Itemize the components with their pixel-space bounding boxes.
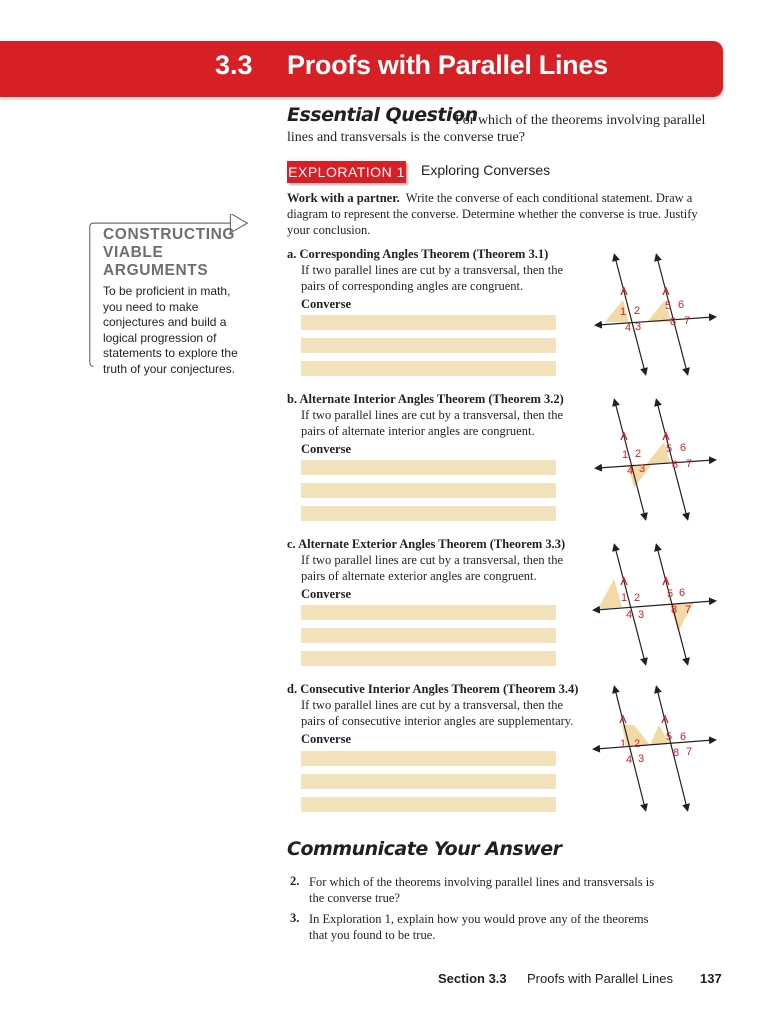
answer-line[interactable] (301, 751, 556, 766)
angle-label-6: 6 (678, 299, 685, 311)
answer-line[interactable] (301, 651, 556, 666)
item-line1: If two parallel lines are cut by a transversal, then the (301, 698, 564, 712)
angle-label-2: 2 (634, 738, 641, 750)
essential-question-heading: Essential Question (287, 104, 478, 126)
answer-line[interactable] (301, 797, 556, 812)
angle-label-1: 1 (620, 306, 627, 318)
angle-label-6: 6 (679, 587, 686, 599)
angle-label-8: 8 (673, 747, 680, 759)
answer-line[interactable] (301, 338, 556, 353)
exploration-title: Exploring Converses (421, 162, 551, 178)
angle-label-8: 8 (672, 459, 679, 471)
item-title: Corresponding Angles Theorem (Theorem 3.1) (299, 247, 549, 261)
item-title: Alternate Exterior Angles Theorem (Theorem 3.3) (298, 537, 566, 551)
page-title: Proofs with Parallel Lines (287, 50, 608, 80)
angle-label-5: 5 (666, 443, 673, 455)
question-line2: the converse true? (309, 891, 400, 905)
diagram-consecutive-interior-angles (590, 681, 720, 816)
question-3 (290, 911, 690, 943)
item-letter: d. (287, 682, 298, 696)
item-line1: If two parallel lines are cut by a transversal, then the (301, 263, 564, 277)
sidebar-text: To be proficient in math, you need to make conjectures and build a logical progression of statements to explore the truth of your conjectures. (103, 284, 238, 376)
angle-label-2: 2 (634, 305, 641, 317)
diagram-alternate-interior-angles (590, 390, 720, 525)
angle-label-2: 2 (635, 448, 642, 460)
question-line1: For which of the theorems involving parallel lines and transversals is (309, 875, 655, 889)
angle-label-1: 1 (620, 738, 627, 750)
item-line2: pairs of corresponding angles are congruent. (301, 279, 524, 293)
answer-line[interactable] (301, 460, 556, 475)
item-letter: c. (287, 537, 296, 551)
angle-label-8: 8 (670, 316, 677, 328)
angle-label-4: 4 (627, 465, 634, 477)
angle-label-1: 1 (622, 449, 629, 461)
converse-label: Converse (301, 297, 351, 311)
converse-label: Converse (301, 587, 351, 601)
question-2 (290, 874, 690, 906)
item-line1: If two parallel lines are cut by a transversal, then the (301, 553, 564, 567)
angle-label-1: 1 (621, 592, 628, 604)
question-number: 3. (290, 911, 300, 925)
item-c (287, 536, 587, 602)
angle-label-7: 7 (686, 746, 693, 758)
converse-label: Converse (301, 732, 351, 746)
angle-label-7: 7 (685, 604, 692, 616)
answer-line[interactable] (301, 605, 556, 620)
item-line2: pairs of consecutive interior angles are supplementary. (301, 714, 574, 728)
item-title: Consecutive Interior Angles Theorem (Theorem 3.4) (300, 682, 579, 696)
angle-label-3: 3 (638, 609, 645, 621)
question-line1: In Exploration 1, explain how you would prove any of the theorems (309, 912, 649, 926)
angle-label-5: 5 (665, 300, 672, 312)
converse-label: Converse (301, 442, 351, 456)
angle-label-8: 8 (671, 604, 678, 616)
item-letter: b. (287, 392, 298, 406)
footer-title: Proofs with Parallel Lines (527, 971, 673, 986)
angle-label-4: 4 (626, 754, 633, 766)
answer-line[interactable] (301, 361, 556, 376)
item-a (287, 246, 587, 312)
question-number: 2. (290, 874, 300, 888)
angle-label-2: 2 (634, 592, 641, 604)
section-number: 3.3 (215, 50, 253, 80)
communicate-heading: Communicate Your Answer (287, 838, 562, 860)
footer-section: Section 3.3 (438, 971, 507, 986)
angle-label-4: 4 (626, 609, 633, 621)
shaded-angle (598, 579, 622, 609)
angle-label-6: 6 (680, 731, 687, 743)
item-b (287, 391, 587, 457)
angle-label-4: 4 (625, 322, 632, 334)
angle-label-6: 6 (680, 442, 687, 454)
diagram-alternate-exterior-angles (590, 535, 720, 670)
diagram-corresponding-angles (590, 245, 720, 380)
item-line2: pairs of alternate exterior angles are congruent. (301, 569, 537, 583)
page-number: 137 (700, 971, 722, 986)
item-title: Alternate Interior Angles Theorem (Theorem 3.2) (299, 392, 564, 406)
answer-line[interactable] (301, 628, 556, 643)
angle-label-7: 7 (686, 458, 693, 470)
essential-question-text: For which of the theorems involving parallel lines and transversals is the converse true? (287, 113, 706, 145)
exploration-badge: EXPLORATION 1 (287, 161, 406, 183)
angle-label-3: 3 (635, 321, 642, 333)
angle-label-5: 5 (666, 731, 673, 743)
angle-label-3: 3 (638, 753, 645, 765)
item-line2: pairs of alternate interior angles are congruent. (301, 424, 535, 438)
question-line2: that you found to be true. (309, 928, 436, 942)
angle-label-3: 3 (639, 463, 646, 475)
answer-line[interactable] (301, 315, 556, 330)
sidebar-heading: CONSTRUCTING VIABLE ARGUMENTS (103, 226, 236, 279)
item-d (287, 681, 597, 747)
answer-line[interactable] (301, 483, 556, 498)
instructions-body: Write the converse of each conditional statement. Draw a diagram to represent the converse. Determine whether the converse is true. Justify your conclusion. (287, 191, 698, 237)
angle-label-5: 5 (667, 588, 674, 600)
item-letter: a. (287, 247, 297, 261)
instructions-lead: Work with a partner. (287, 191, 400, 205)
answer-line[interactable] (301, 506, 556, 521)
exploration-instructions (287, 190, 707, 238)
answer-line[interactable] (301, 774, 556, 789)
angle-label-7: 7 (684, 315, 691, 327)
item-line1: If two parallel lines are cut by a transversal, then the (301, 408, 564, 422)
